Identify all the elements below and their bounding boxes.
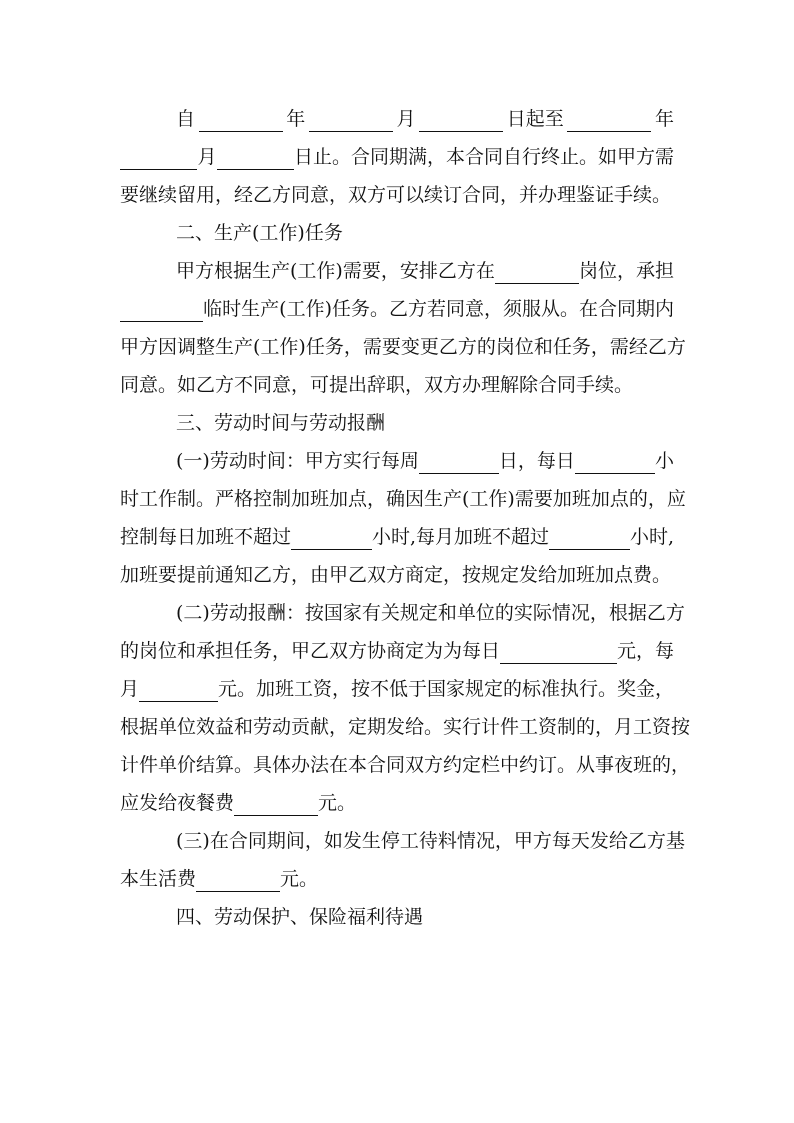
stoppage-line-1: (三)在合同期间，如发生停工待料情况，甲方每天发给乙方基 [176, 830, 685, 852]
text-segment: 控制每日加班不超过 [120, 526, 292, 548]
end-year-blank[interactable] [567, 107, 651, 132]
monthly-overtime-blank[interactable] [549, 525, 630, 550]
text-segment: 小 [654, 450, 674, 472]
hours-line-3 [120, 518, 674, 556]
pay-line-1: (二)劳动报酬：按国家有关规定和单位的实际情况，根据乙方 [176, 602, 685, 624]
start-month-blank[interactable] [309, 107, 393, 132]
task-line-3: 甲方因调整生产(工作)任务，需要变更乙方的岗位和任务，需经乙方 [120, 336, 686, 358]
text-segment: 小时, [629, 526, 674, 548]
hours-per-day-blank[interactable] [575, 449, 655, 474]
text-segment: 应发给夜餐费 [120, 792, 235, 814]
text-segment: 小时,每月加班不超过 [371, 526, 549, 548]
term-line-3: 要继续留用，经乙方同意，双方可以续订合同，并办理鉴证手续。 [120, 184, 672, 206]
days-per-week-blank[interactable] [419, 449, 499, 474]
text-segment: 年 [286, 108, 306, 130]
text-segment: 元。加班工资，按不低于国家规定的标准执行。奖金， [217, 678, 674, 700]
text-segment: 的岗位和承担任务，甲乙双方协商定为为每日 [120, 640, 501, 662]
text-segment: 日，每日 [498, 450, 575, 472]
hours-line-4: 加班要提前通知乙方，由甲乙双方商定，按规定发给加班加点费。 [120, 564, 672, 586]
hours-line-2: 时工作制。严格控制加班加点，确因生产(工作)需要加班加点的，应 [120, 488, 686, 510]
pay-line-6 [120, 784, 674, 822]
text-segment: 甲方根据生产(工作)需要，安排乙方在 [176, 260, 495, 282]
stoppage-line-2 [120, 860, 674, 898]
end-month-blank[interactable] [120, 145, 197, 170]
contract-page [120, 100, 691, 936]
term-line-1 [120, 100, 674, 138]
text-segment: 自 [176, 108, 196, 130]
text-segment: 日止。合同期满，本合同自行终止。如甲方需 [293, 146, 674, 168]
text-segment: 年 [654, 108, 674, 130]
text-segment: 月 [120, 678, 140, 700]
pay-line-4: 根据单位效益和劳动贡献，定期发给。实行计件工资制的，月工资按 [120, 716, 691, 738]
text-segment: (一)劳动时间：甲方实行每周 [176, 450, 419, 472]
living-allowance-blank[interactable] [196, 867, 280, 892]
text-segment: 月 [396, 108, 416, 130]
pay-line-3 [120, 670, 674, 708]
start-year-blank[interactable] [199, 107, 283, 132]
text-segment: 岗位，承担 [578, 260, 674, 282]
section-heading-3: 三、劳动时间与劳动报酬 [176, 412, 386, 434]
text-segment: 元。 [280, 868, 319, 890]
text-segment: 月 [197, 146, 217, 168]
pay-line-5: 计件单价结算。具体办法在本合同双方约定栏中约订。从事夜班的， [120, 754, 691, 776]
text-segment: 本生活费 [120, 868, 197, 890]
task-blank[interactable] [120, 297, 203, 322]
text-segment: 元。 [318, 792, 357, 814]
night-meal-blank[interactable] [234, 791, 318, 816]
section-heading-2: 二、生产(工作)任务 [176, 222, 343, 244]
section-heading-4: 四、劳动保护、保险福利待遇 [176, 906, 424, 928]
term-line-2 [120, 138, 674, 176]
hours-line-1 [120, 442, 674, 480]
start-day-blank[interactable] [419, 107, 503, 132]
text-segment: 临时生产(工作)任务。乙方若同意，须服从。在合同期内 [203, 298, 674, 320]
pay-line-2 [120, 632, 674, 670]
post-blank[interactable] [495, 259, 579, 284]
monthly-wage-blank[interactable] [139, 677, 218, 702]
task-line-2 [120, 290, 674, 328]
task-line-1 [120, 252, 674, 290]
task-line-4: 同意。如乙方不同意，可提出辞职，双方办理解除合同手续。 [120, 374, 634, 396]
daily-overtime-blank[interactable] [291, 525, 372, 550]
daily-wage-blank[interactable] [500, 639, 617, 664]
text-segment: 元，每 [616, 640, 674, 662]
end-day-blank[interactable] [217, 145, 294, 170]
text-segment: 日起至 [506, 108, 564, 130]
